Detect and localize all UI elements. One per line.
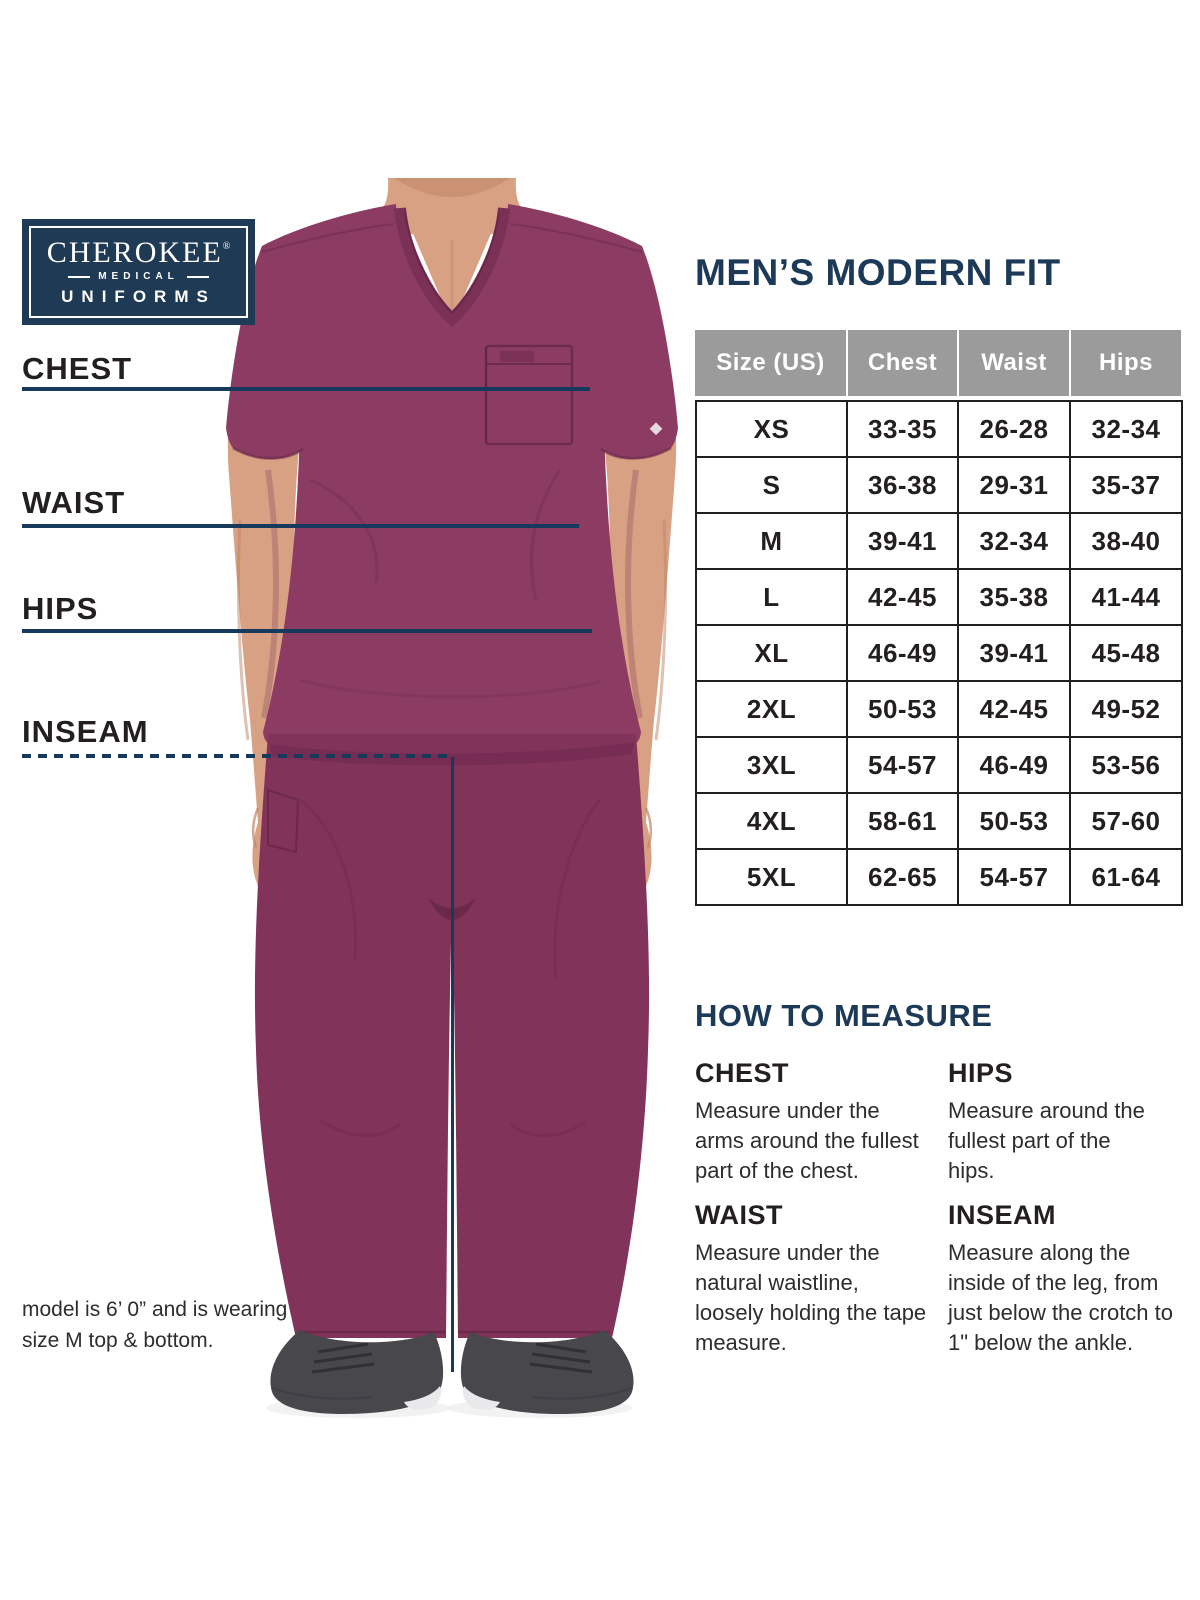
cherokee-logo-frame [29,226,248,318]
cell-waist: 26-28 [958,401,1070,457]
logo-medical-row [68,271,209,283]
hips-measure-line [22,629,592,633]
cell-size: 3XL [696,737,847,793]
cell-size: XL [696,625,847,681]
htm-inseam-text: Measure along the inside of the leg, from just below the crotch to 1" below the ankle. [948,1240,1174,1355]
waist-measure-line [22,524,579,528]
cell-size: S [696,457,847,513]
cell-waist: 39-41 [958,625,1070,681]
how-to-measure-title: HOW TO MEASURE [695,998,993,1033]
cell-hips: 41-44 [1070,569,1182,625]
cell-chest: 36-38 [847,457,958,513]
header-chest: Chest [846,330,957,396]
model-note-line2: size M top & bottom. [22,1329,214,1352]
cell-waist: 35-38 [958,569,1070,625]
table-row [696,513,1182,569]
inseam-label: INSEAM [22,714,149,749]
logo-dash-right [187,276,209,278]
chest-measure-line [22,387,590,391]
htm-waist-heading: WAIST [695,1200,783,1230]
table-row [696,737,1182,793]
cell-waist: 46-49 [958,737,1070,793]
cell-chest: 50-53 [847,681,958,737]
header-size: Size (US) [716,349,825,376]
hips-label: HIPS [22,591,99,626]
waist-label: WAIST [22,485,126,520]
cell-waist: 29-31 [958,457,1070,513]
cell-chest: 62-65 [847,849,958,905]
size-table-header-row [695,330,1181,396]
cell-size: XS [696,401,847,457]
cell-chest: 33-35 [847,401,958,457]
header-hips: Hips [1069,330,1181,396]
cell-chest: 58-61 [847,793,958,849]
htm-waist-text: Measure under the natural waistline, loosely holding the tape measure. [695,1240,927,1355]
chest-label: CHEST [22,351,133,386]
page-title: MEN’S MODERN FIT [695,252,1061,293]
htm-chest-text: Measure under the arms around the fullest part of the chest. [695,1098,919,1183]
htm-hips-block [948,1058,1153,1186]
cell-hips: 61-64 [1070,849,1182,905]
left-shoe [270,1330,443,1414]
cell-hips: 32-34 [1070,401,1182,457]
cell-size: 5XL [696,849,847,905]
cell-waist: 50-53 [958,793,1070,849]
table-row [696,849,1182,905]
size-table [695,330,1181,906]
cell-hips: 57-60 [1070,793,1182,849]
cell-size: M [696,513,847,569]
registered-mark: ® [222,240,231,252]
cell-size: L [696,569,847,625]
logo-brand-text: CHEROKEE® [46,235,231,269]
table-row [696,625,1182,681]
cell-size: 2XL [696,681,847,737]
model-note-line1: model is 6’ 0” and is wearing [22,1298,288,1321]
cherokee-logo [22,219,255,325]
cell-waist: 32-34 [958,513,1070,569]
htm-chest-block [695,1058,927,1186]
cell-hips: 45-48 [1070,625,1182,681]
cell-hips: 38-40 [1070,513,1182,569]
table-row [696,569,1182,625]
inseam-measure-line-dashed [22,754,450,758]
table-row [696,793,1182,849]
logo-medical-text: MEDICAL [98,270,179,282]
htm-hips-heading: HIPS [948,1058,1014,1088]
table-row [696,681,1182,737]
htm-inseam-block [948,1200,1176,1358]
cell-hips: 49-52 [1070,681,1182,737]
right-shoe [461,1330,634,1414]
cell-chest: 39-41 [847,513,958,569]
htm-chest-heading: CHEST [695,1058,790,1088]
logo-dash-left [68,276,90,278]
htm-waist-block [695,1200,927,1358]
cell-chest: 54-57 [847,737,958,793]
htm-hips-text: Measure around the fullest part of the hips. [948,1098,1145,1183]
table-row [696,401,1182,457]
cell-hips: 35-37 [1070,457,1182,513]
header-waist: Waist [957,330,1069,396]
htm-inseam-heading: INSEAM [948,1200,1057,1230]
table-row [696,457,1182,513]
inseam-measure-line-vertical [451,757,454,1372]
chest-pocket [486,346,572,444]
model-note [22,1294,287,1356]
cell-waist: 42-45 [958,681,1070,737]
cell-waist: 54-57 [958,849,1070,905]
logo-uniforms-text: UNIFORMS [61,286,216,306]
cell-chest: 42-45 [847,569,958,625]
cell-hips: 53-56 [1070,737,1182,793]
size-table-body [695,400,1183,906]
cell-size: 4XL [696,793,847,849]
cell-chest: 46-49 [847,625,958,681]
